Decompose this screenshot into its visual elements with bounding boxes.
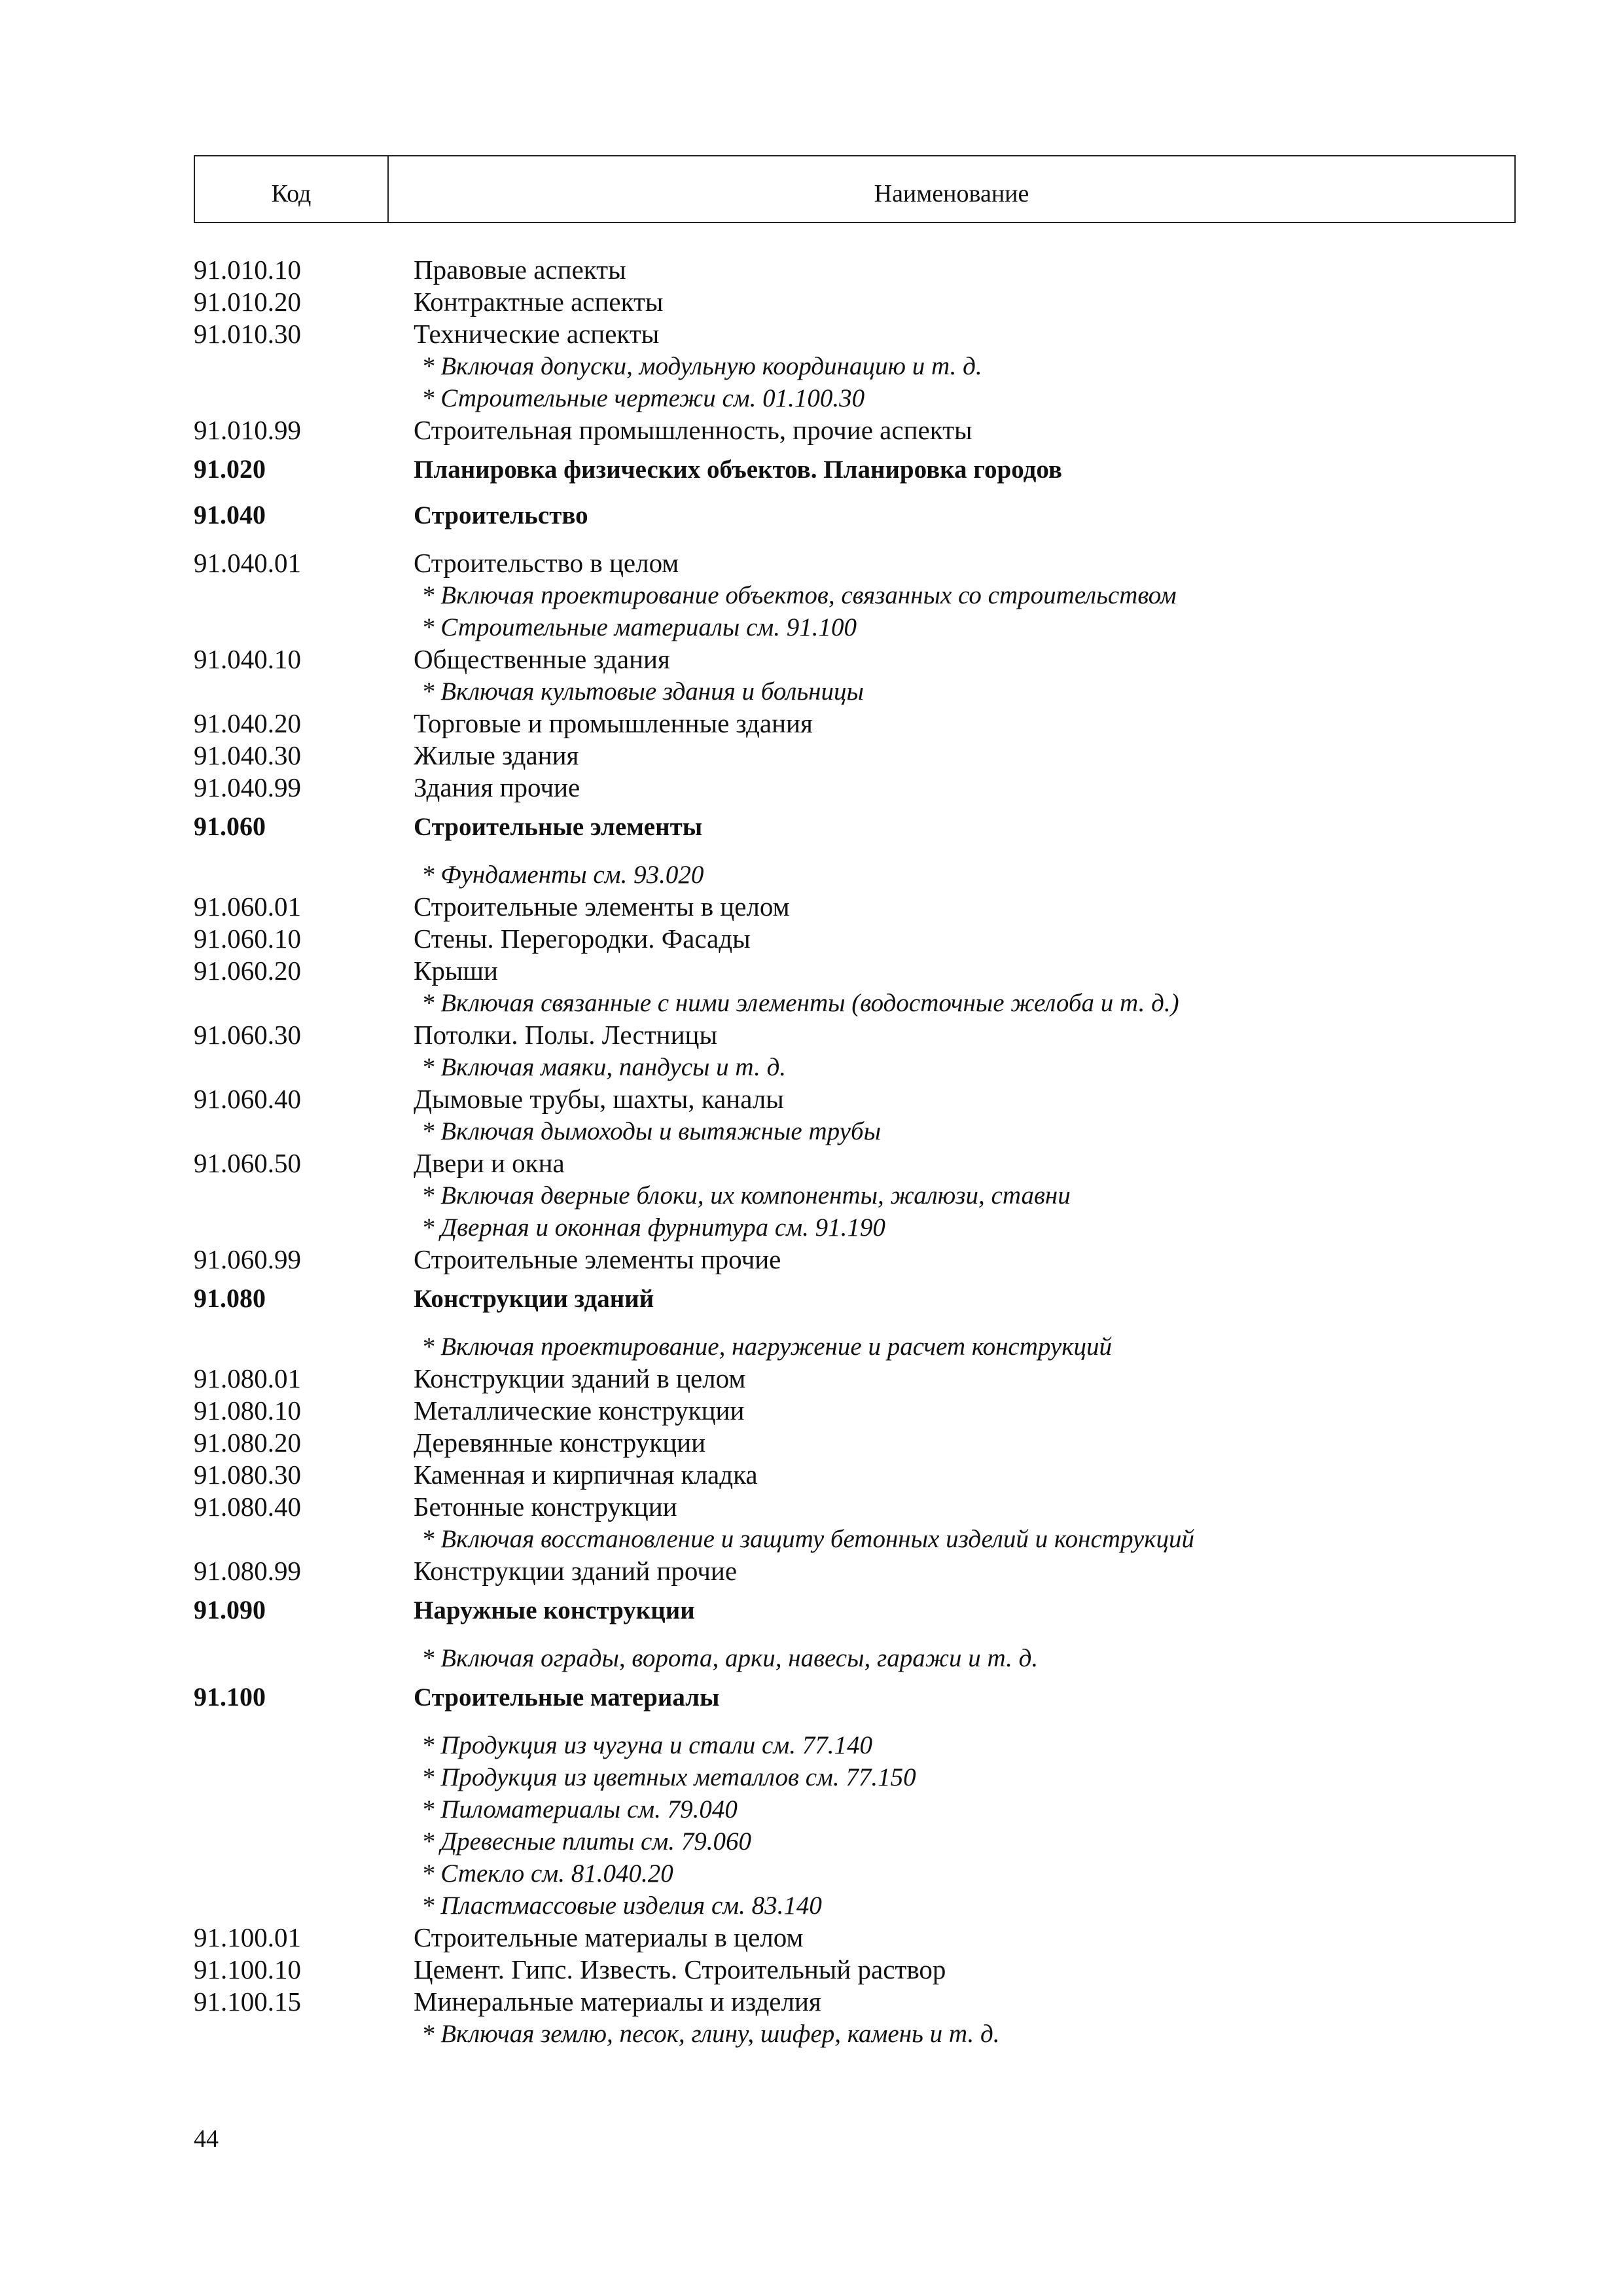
table-row bbox=[194, 1083, 1522, 1115]
row-title: Строительные элементы bbox=[414, 813, 703, 841]
note-row bbox=[194, 579, 1522, 611]
row-code: 91.100.10 bbox=[194, 1954, 301, 1984]
table-row bbox=[194, 955, 1522, 987]
column-header-name: Наименование bbox=[874, 180, 1029, 207]
note-row bbox=[194, 987, 1522, 1019]
row-code: 91.080.01 bbox=[194, 1363, 301, 1393]
row-code: 91.080.99 bbox=[194, 1556, 301, 1586]
row-note: * Включая ограды, ворота, арки, навесы, гаражи и т. д. bbox=[421, 1644, 1039, 1672]
row-title: Дымовые трубы, шахты, каналы bbox=[414, 1084, 784, 1114]
table-row bbox=[194, 1427, 1522, 1459]
row-note: * Включая дверные блоки, их компоненты, жалюзи, ставни bbox=[421, 1181, 1071, 1210]
note-row bbox=[194, 1115, 1522, 1147]
note-row bbox=[194, 1179, 1522, 1211]
row-note: * Фундаменты см. 93.020 bbox=[421, 861, 704, 889]
page-number: 44 bbox=[194, 2125, 219, 2153]
row-code: 91.080.20 bbox=[194, 1427, 301, 1458]
row-code: 91.100 bbox=[194, 1682, 266, 1712]
row-note: * Включая проектирование, нагружение и расчет конструкций bbox=[421, 1333, 1112, 1361]
classification-list bbox=[194, 254, 1522, 2050]
table-row bbox=[194, 740, 1522, 772]
section-row bbox=[194, 1587, 1522, 1642]
table-row bbox=[194, 643, 1522, 675]
row-code: 91.040.10 bbox=[194, 644, 301, 674]
section-row bbox=[194, 446, 1522, 492]
row-code: 91.010.20 bbox=[194, 287, 301, 317]
table-row bbox=[194, 1459, 1522, 1491]
note-row bbox=[194, 1642, 1522, 1674]
row-title: Каменная и кирпичная кладка bbox=[414, 1460, 758, 1490]
note-row bbox=[194, 1051, 1522, 1083]
row-code: 91.040.30 bbox=[194, 740, 301, 770]
row-note: * Древесные плиты см. 79.060 bbox=[421, 1827, 752, 1856]
note-row bbox=[194, 1857, 1522, 1890]
row-code: 91.040.01 bbox=[194, 548, 301, 578]
row-note: * Включая землю, песок, глину, шифер, камень и т. д. bbox=[421, 2020, 1000, 2048]
row-title: Стены. Перегородки. Фасады bbox=[414, 924, 751, 954]
note-row bbox=[194, 1523, 1522, 1555]
row-title: Контрактные аспекты bbox=[414, 287, 664, 317]
table-row bbox=[194, 1555, 1522, 1587]
row-code: 91.080.10 bbox=[194, 1395, 301, 1426]
row-title: Крыши bbox=[414, 956, 498, 986]
row-title: Металлические конструкции bbox=[414, 1395, 745, 1426]
note-row bbox=[194, 611, 1522, 643]
row-title: Общественные здания bbox=[414, 644, 670, 674]
row-title: Строительные материалы bbox=[414, 1683, 720, 1712]
table-row bbox=[194, 1244, 1522, 1276]
row-note: * Включая дымоходы и вытяжные трубы bbox=[421, 1117, 881, 1145]
note-row bbox=[194, 350, 1522, 382]
note-row bbox=[194, 1729, 1522, 1761]
note-row bbox=[194, 1211, 1522, 1244]
row-note: * Строительные чертежи см. 01.100.30 bbox=[421, 384, 865, 412]
row-code: 91.040.20 bbox=[194, 708, 301, 738]
note-row bbox=[194, 675, 1522, 708]
row-title: Строительство bbox=[414, 501, 588, 529]
section-row bbox=[194, 492, 1522, 547]
table-row bbox=[194, 414, 1522, 446]
row-title: Правовые аспекты bbox=[414, 255, 626, 285]
table-row bbox=[194, 1395, 1522, 1427]
section-row bbox=[194, 804, 1522, 859]
row-title: Деревянные конструкции bbox=[414, 1427, 706, 1458]
table-header bbox=[194, 155, 1516, 223]
row-title: Строительные элементы прочие bbox=[414, 1244, 781, 1274]
row-title: Технические аспекты bbox=[414, 319, 660, 349]
table-row bbox=[194, 772, 1522, 804]
row-code: 91.040.99 bbox=[194, 772, 301, 802]
row-code: 91.020 bbox=[194, 454, 266, 484]
row-code: 91.060.99 bbox=[194, 1244, 301, 1274]
row-note: * Пиломатериалы см. 79.040 bbox=[421, 1795, 738, 1823]
note-row bbox=[194, 859, 1522, 891]
row-title: Жилые здания bbox=[414, 740, 579, 770]
note-row bbox=[194, 2018, 1522, 2050]
row-note: * Строительные материалы см. 91.100 bbox=[421, 613, 857, 641]
note-row bbox=[194, 1825, 1522, 1857]
row-note: * Включая проектирование объектов, связанных со строительством bbox=[421, 581, 1177, 609]
table-row bbox=[194, 1922, 1522, 1954]
table-row bbox=[194, 286, 1522, 318]
table-row bbox=[194, 923, 1522, 955]
row-title: Конструкции зданий в целом bbox=[414, 1363, 746, 1393]
row-code: 91.080 bbox=[194, 1283, 266, 1313]
row-code: 91.010.99 bbox=[194, 415, 301, 445]
note-row bbox=[194, 382, 1522, 414]
row-note: * Включая связанные с ними элементы (водосточные желоба и т. д.) bbox=[421, 989, 1179, 1017]
row-code: 91.090 bbox=[194, 1595, 266, 1624]
column-header-code: Код bbox=[195, 156, 389, 222]
row-note: * Стекло см. 81.040.20 bbox=[421, 1859, 673, 1888]
table-row bbox=[194, 1147, 1522, 1179]
row-title: Строительные материалы в целом bbox=[414, 1922, 804, 1952]
row-note: * Продукция из чугуна и стали см. 77.140 bbox=[421, 1731, 872, 1759]
row-code: 91.100.15 bbox=[194, 1986, 301, 2017]
row-title: Наружные конструкции bbox=[414, 1596, 695, 1624]
row-title: Строительные элементы в целом bbox=[414, 891, 790, 922]
row-code: 91.060.40 bbox=[194, 1084, 301, 1114]
row-code: 91.060.01 bbox=[194, 891, 301, 922]
row-note: * Включая восстановление и защиту бетонных изделий и конструкций bbox=[421, 1525, 1194, 1553]
row-title: Конструкции зданий прочие bbox=[414, 1556, 738, 1586]
row-title: Двери и окна bbox=[414, 1148, 565, 1178]
table-row bbox=[194, 891, 1522, 923]
row-note: * Включая культовые здания и больницы bbox=[421, 677, 864, 706]
note-row bbox=[194, 1331, 1522, 1363]
row-code: 91.060.50 bbox=[194, 1148, 301, 1178]
row-title: Конструкции зданий bbox=[414, 1285, 654, 1313]
row-title: Бетонные конструкции bbox=[414, 1492, 677, 1522]
row-code: 91.060.30 bbox=[194, 1020, 301, 1050]
row-code: 91.060.10 bbox=[194, 924, 301, 954]
note-row bbox=[194, 1761, 1522, 1793]
row-code: 91.080.30 bbox=[194, 1460, 301, 1490]
row-code: 91.010.10 bbox=[194, 255, 301, 285]
table-row bbox=[194, 254, 1522, 286]
row-note: * Продукция из цветных металлов см. 77.150 bbox=[421, 1763, 916, 1791]
row-title: Минеральные материалы и изделия bbox=[414, 1986, 821, 2017]
row-title: Торговые и промышленные здания bbox=[414, 708, 813, 738]
note-row bbox=[194, 1890, 1522, 1922]
row-title: Потолки. Полы. Лестницы bbox=[414, 1020, 718, 1050]
row-code: 91.060.20 bbox=[194, 956, 301, 986]
table-row bbox=[194, 1019, 1522, 1051]
table-row bbox=[194, 1954, 1522, 1986]
row-note: * Включая маяки, пандусы и т. д. bbox=[421, 1053, 787, 1081]
row-title: Здания прочие bbox=[414, 772, 580, 802]
row-title: Цемент. Гипс. Известь. Строительный раствор bbox=[414, 1954, 946, 1984]
row-title: Строительство в целом bbox=[414, 548, 679, 578]
row-note: * Включая допуски, модульную координацию и т. д. bbox=[421, 352, 982, 380]
row-code: 91.060 bbox=[194, 812, 266, 841]
section-row bbox=[194, 1276, 1522, 1331]
table-row bbox=[194, 1491, 1522, 1523]
table-row bbox=[194, 547, 1522, 579]
row-note: * Пластмассовые изделия см. 83.140 bbox=[421, 1892, 822, 1920]
row-note: * Дверная и оконная фурнитура см. 91.190 bbox=[421, 1213, 885, 1242]
row-code: 91.100.01 bbox=[194, 1922, 301, 1952]
row-title: Планировка физических объектов. Планировка городов bbox=[414, 456, 1062, 484]
row-code: 91.040 bbox=[194, 500, 266, 529]
row-title: Строительная промышленность, прочие аспекты bbox=[414, 415, 972, 445]
note-row bbox=[194, 1793, 1522, 1825]
table-row bbox=[194, 318, 1522, 350]
row-code: 91.010.30 bbox=[194, 319, 301, 349]
table-row bbox=[194, 1986, 1522, 2018]
section-row bbox=[194, 1674, 1522, 1729]
row-code: 91.080.40 bbox=[194, 1492, 301, 1522]
table-row bbox=[194, 1363, 1522, 1395]
table-row bbox=[194, 708, 1522, 740]
